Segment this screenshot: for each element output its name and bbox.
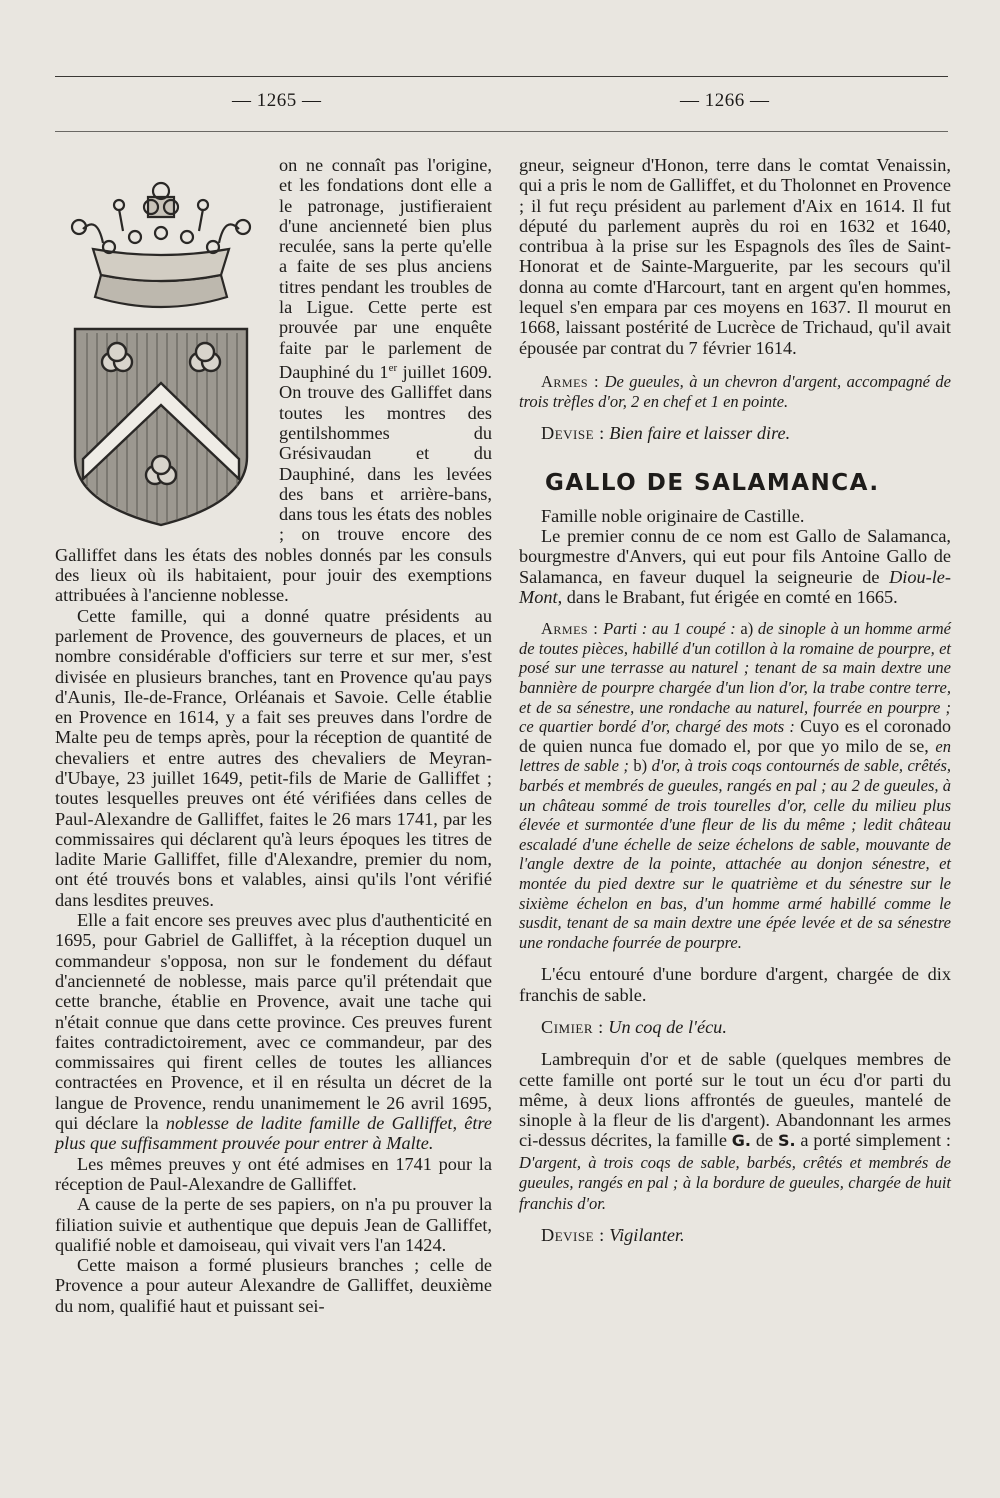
left-column bbox=[55, 155, 492, 1316]
family-origin: Famille noble originaire de Castille. bbox=[541, 505, 805, 526]
devise-galliffet: Devise : Bien faire et laisser dire. bbox=[541, 423, 791, 444]
shield-icon bbox=[75, 329, 247, 525]
section-heading: GALLO DE SALAMANCA. bbox=[545, 470, 880, 497]
page-number-right: — 1266 — bbox=[680, 90, 770, 111]
left-paragraph-5: A cause de la perte de ses papiers, on n'a pu prouver la filiation suivie et authentique que depuis Jean de Galliffet, qualifié noble et damoiseau, qui vivait vers l'an 1424. bbox=[55, 1194, 492, 1255]
header-top-rule bbox=[55, 76, 948, 77]
cimier: Cimier : Un coq de l'écu. bbox=[541, 1016, 727, 1037]
right-paragraph-1: gneur, seigneur d'Honon, terre dans le comtat Venaissin, qui a pris le nom de Galliffet, et du Tholonnet en Provence ; il fut reçu président au parlement d'Aix en 1614. Il fut député du parlement auprès du roi en 1632 et 1640, contribua à la prise sur les Espagnols des îles de Saint-Honorat et de Sainte-Marguerite, par les secours qu'il donna au comte d'Harcourt, tant en argent qu'en hommes, lequel s'en empara par ces moyens en 1637. Il mourut en 1668, laissant postérité de Lucrèce de Trichaud, qu'il avait épousée par contrat du 7 février 1614. bbox=[519, 155, 951, 358]
armes-galliffet: Armes : De gueules, à un chevron d'argent, accompagné de trois trèfles d'or, 2 en chef et 1 en pointe. bbox=[519, 371, 951, 411]
left-paragraph-6: Cette maison a formé plusieurs branches ; celle de Provence a pour auteur Alexandre de Galliffet, deuxième du nom, qualifié haut et puissant sei- bbox=[55, 1255, 492, 1316]
left-paragraph-4: Les mêmes preuves y ont été admises en 1741 pour la réception de Paul-Alexandre de Galliffet. bbox=[55, 1153, 492, 1194]
header-bottom-rule bbox=[55, 131, 948, 132]
left-paragraph-3: Elle a fait encore ses preuves avec plus d'authenticité en 1695, pour Gabriel de Galliffet, à la réception duquel un commandeur s'opposa, non sur le fondement du défaut d'ancienneté de noblesse, mais parce qu'il prétendait que cette branche, établie en Provence, avait une tache qui n'était connue que dans cette province. Ces preuves furent faites contradictoirement, avec ce commandeur, par des commissaires qui firent celles de toutes les alliances contractées en Provence, et il en résulta un décret de la langue de Provence, rendu unanimement le 26 avril 1695, qui déclare la noblesse de ladite famille de Galliffet, être plus que suffisamment prouvée pour entrer à Malte. bbox=[55, 910, 492, 1154]
coat-of-arms-float bbox=[53, 157, 269, 529]
page-number-left: — 1265 — bbox=[232, 90, 322, 111]
right-paragraph-2: Le premier connu de ce nom est Gallo de Salamanca, bourgmestre d'Anvers, qui eut pour fils Antoine Gallo de Salamanca, en faveur duquel la seigneurie de Diou-le-Mont, dans le Brabant, fut érigée en comté en 1665. bbox=[519, 526, 951, 607]
coronet-icon bbox=[72, 183, 250, 307]
coat-of-arms-icon bbox=[53, 157, 269, 529]
right-paragraph-4: Lambrequin d'or et de sable (quelques membres de cette famille ont porté sur le tout un écu d'or parti du même, à deux lions affrontés de gueules, mantelé de sinople à la fleur de lis d'argent). Abandonnant les armes ci-dessus décrites, la famille G. de S. a porté simplement : D'argent, à trois coqs de sable, barbés, crêtés et membrés de gueules, rangés en pal ; à la bordure de gueules, chargée de huit franchis d'or. bbox=[519, 1049, 951, 1213]
armes-gallo: Armes : Parti : au 1 coupé : a) de sinople à un homme armé de toutes pièces, habillé d'un cotillon à la romaine de pourpre, et posé sur une terrasse au naturel ; tenant de sa main dextre une bannière de pourpre chargée d'un lion d'or, la trabe contre terre, et de sa sénestre, une rondache au naturel, fourrée en pourpre ; ce quartier bordé d'or, chargé des mots : Cuyo es el coronado de quien nunca fue domado el, por que yo milo de se, en lettres de sable ; b) d'or, à trois coqs contournés de sable, crêtés, barbés et membrés de gueules, rangés en pal ; au 2 de gueules, à un château sommé de trois tourelles d'or, celle du milieu plus élevée et surmontée d'une fleur de lis du même ; ledit château escaladé d'une échelle de seize échelons de sable, mouvante de l'angle dextre de la pointe, attachée au donjon sénestre, et montée du pied dextre sur le quatrième et du sénestre sur le sixième échelon en bas, d'un homme armé habillé comme le susdit, tenant de sa main dextre une épée levée et de sa sénestre une rondache fourrée de pourpre. bbox=[519, 619, 952, 952]
left-paragraph-2: Cette famille, qui a donné quatre présidents au parlement de Provence, des gouverneurs de places, et un nombre considérable d'officiers sur terre et sur mer, s'est divisée en plusieurs branches, tant en Provence qu'au pays d'Aunis, Ile-de-France, Orléanais et Savoie. Celle établie en Provence en 1614, y a fait ses preuves dans l'ordre de Malte peu de temps après, pour la réception de quantité de chevaliers et entre autres des chevaliers de Meyran-d'Ubaye, 23 juillet 1649, petit-fils de Marie de Galliffet ; toutes lesquelles preuves ont été vérifiées dans celles de Paul-Alexandre de Galliffet, faites le 26 mars 1741, par les commissaires qui déclarent qu'à leurs époques les titres de ladite Marie Galliffet, fille d'Alexandre, premier du nom, ont été trouvés bons et valables, ainsi qu'ils l'ont vérifié dans lesdites preuves. bbox=[55, 605, 492, 910]
right-paragraph-3: L'écu entouré d'une bordure d'argent, chargée de dix franchis de sable. bbox=[519, 964, 951, 1005]
devise-gallo: Devise : Vigilanter. bbox=[541, 1225, 685, 1246]
left-paragraph-1: on ne connaît pas l'origine, et les fondations dont elle a le patronage, justifieraient d'une ancienneté bien plus reculée, sans la perte qu'elle a faite de ses plus anciens titres pendant les troubles de la Ligue. Cette perte est prouvée par une enquête faite par le parlement de Dauphiné du 1er juillet 1609. On trouve des Galliffet dans toutes les montres des gentilshommes du Grésivaudan et du Dauphiné, dans les levées des bans et arrière-bans, dans tous les états des nobles ; on trouve encore des Galliffet dans les états des nobles donnés par les consuls des lieux où ils habitaient, pour jouir des exemptions attribuées à l'ancienne noblesse. bbox=[55, 155, 492, 606]
right-column bbox=[519, 155, 951, 1246]
